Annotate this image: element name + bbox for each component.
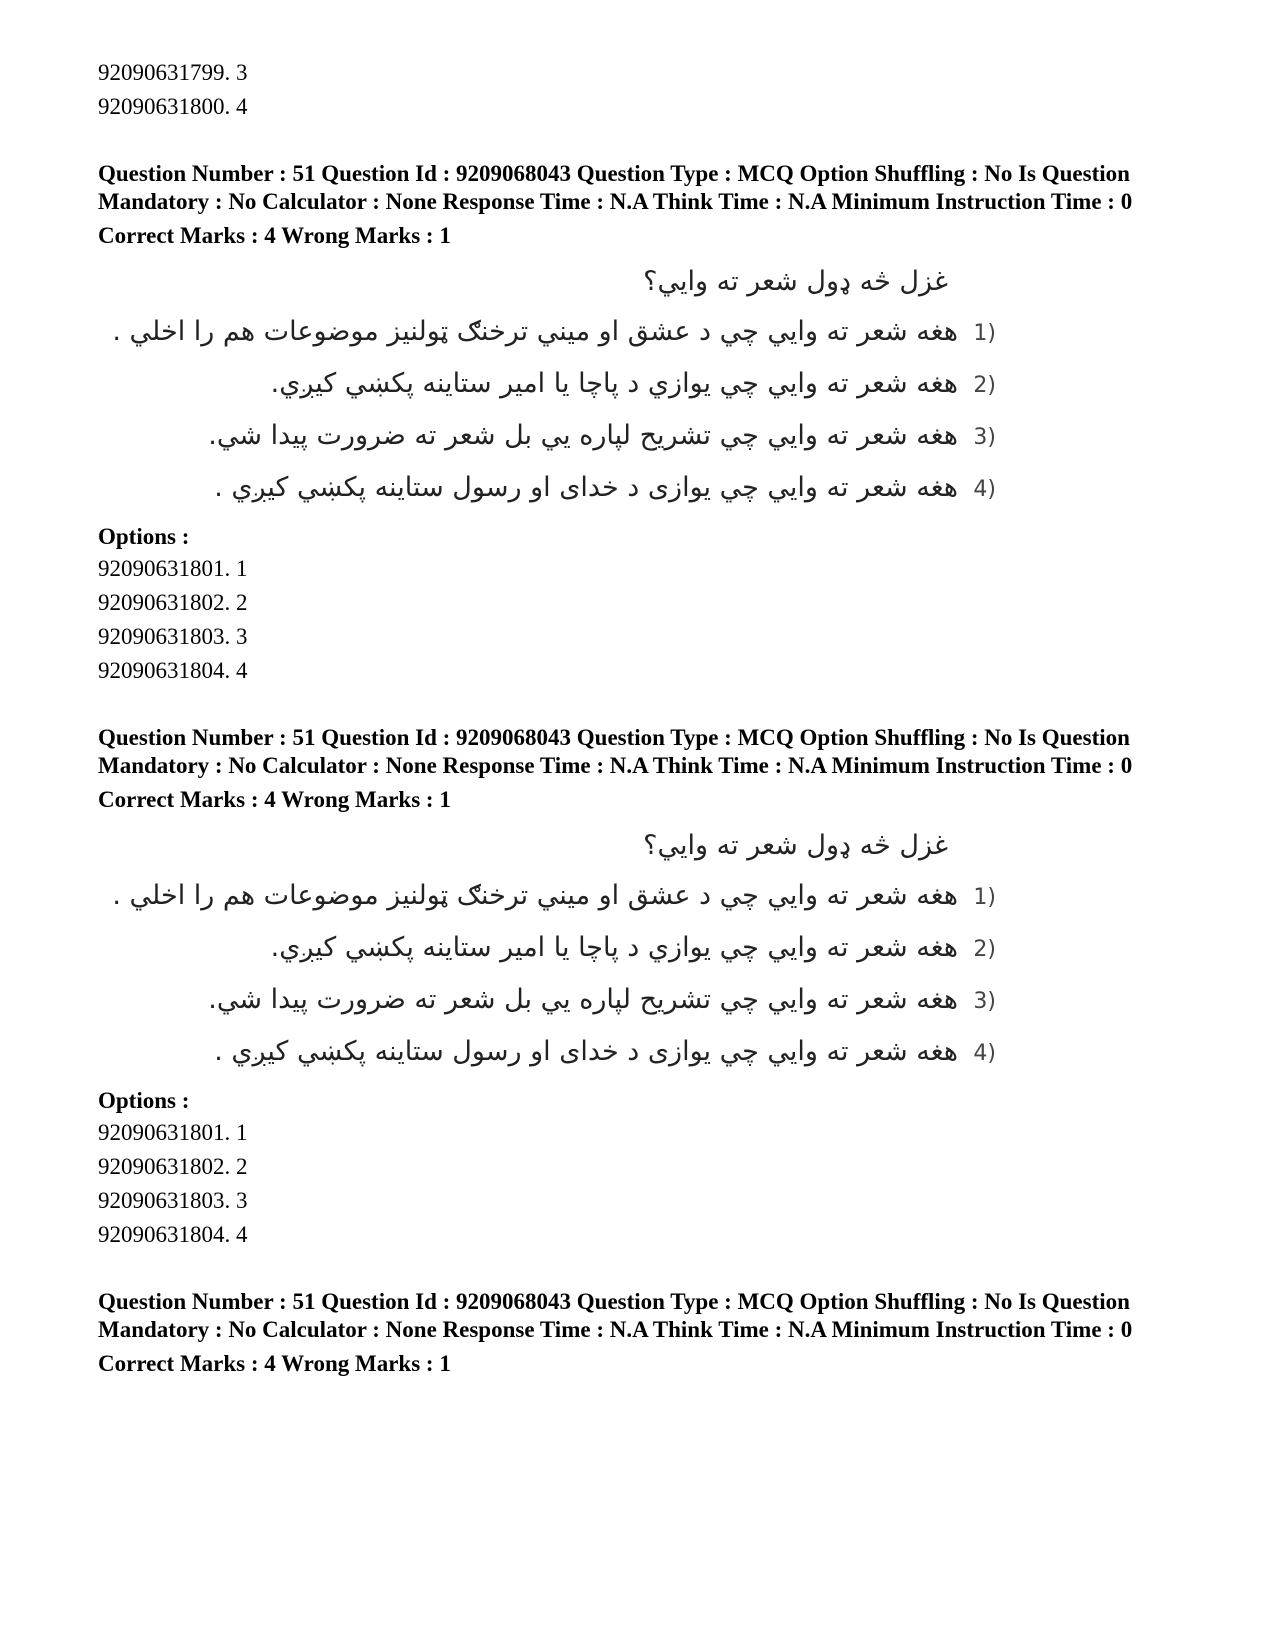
choice-text: هغه شعر ته وايي چي د عشق او ميني ترخنګ ټولنيز موضوعات هم را اخلي . <box>112 316 958 347</box>
choice-text: هغه شعر ته وايي چي يوازی د خدای او رسول ستاينه پکښي کيږي . <box>214 472 958 503</box>
option-line: 92090631801. 1 <box>98 556 248 581</box>
option-line: 92090631799. 3 <box>98 60 248 85</box>
question-header: Question Number : 51 Question Id : 9209068043 Question Type : MCQ Option Shuffling : No Is Question Mandatory : No Calculator : None Response Time : N.A Think Time : N.A Minimum Instruction Time : 0 <box>98 725 1133 778</box>
question-body <box>98 828 1158 1070</box>
choice-text: هغه شعر ته وايي چي يوازي د پاچا يا امير ستاينه پکښي کيږي. <box>270 368 958 399</box>
question-block <box>98 1288 1178 1378</box>
option-line: 92090631800. 4 <box>98 94 248 119</box>
choice-number: 3) <box>973 989 996 1014</box>
question-choice <box>98 1034 1098 1070</box>
choice-number: 1) <box>973 321 996 346</box>
option-line: 92090631801. 1 <box>98 1120 248 1145</box>
choice-number: 4) <box>973 1041 996 1066</box>
question-header: Question Number : 51 Question Id : 9209068043 Question Type : MCQ Option Shuffling : No Is Question Mandatory : No Calculator : None Response Time : N.A Think Time : N.A Minimum Instruction Time : 0 <box>98 161 1133 214</box>
question-header: Question Number : 51 Question Id : 9209068043 Question Type : MCQ Option Shuffling : No Is Question Mandatory : No Calculator : None Response Time : N.A Think Time : N.A Minimum Instruction Time : 0 <box>98 1289 1133 1342</box>
choice-number: 3) <box>973 425 996 450</box>
choice-number: 1) <box>973 885 996 910</box>
question-marks: Correct Marks : 4 Wrong Marks : 1 <box>98 1351 451 1376</box>
question-choice <box>98 878 1098 914</box>
document-page <box>98 56 1178 1378</box>
previous-question-options <box>98 56 1178 124</box>
option-line: 92090631803. 3 <box>98 1188 248 1213</box>
choice-number: 2) <box>973 937 996 962</box>
question-marks: Correct Marks : 4 Wrong Marks : 1 <box>98 787 451 812</box>
question-choice <box>98 418 1098 454</box>
choice-text: هغه شعر ته وايي چي تشريح لپاره يي بل شعر ته ضرورت پيدا شي. <box>208 984 958 1015</box>
choice-text: هغه شعر ته وايي چي تشريح لپاره يي بل شعر ته ضرورت پيدا شي. <box>208 420 958 451</box>
options-label: Options : <box>98 1088 190 1113</box>
choice-text: هغه شعر ته وايي چي يوازي د پاچا يا امير ستاينه پکښي کيږي. <box>270 932 958 963</box>
option-line: 92090631804. 4 <box>98 1222 248 1247</box>
question-block <box>98 724 1178 1252</box>
choice-number: 4) <box>973 477 996 502</box>
question-block <box>98 160 1178 688</box>
option-line: 92090631802. 2 <box>98 1154 248 1179</box>
option-line: 92090631804. 4 <box>98 658 248 683</box>
option-line: 92090631802. 2 <box>98 590 248 615</box>
question-body <box>98 264 1158 506</box>
question-prompt: غزل څه ډول شعر ته وايي؟ <box>643 830 948 861</box>
choice-text: هغه شعر ته وايي چي يوازی د خدای او رسول ستاينه پکښي کيږي . <box>214 1036 958 1067</box>
choice-number: 2) <box>973 373 996 398</box>
option-line: 92090631803. 3 <box>98 624 248 649</box>
question-choice <box>98 930 1098 966</box>
options-label: Options : <box>98 524 190 549</box>
question-choice <box>98 366 1098 402</box>
question-prompt: غزل څه ډول شعر ته وايي؟ <box>643 266 948 297</box>
question-marks: Correct Marks : 4 Wrong Marks : 1 <box>98 223 451 248</box>
choice-text: هغه شعر ته وايي چي د عشق او ميني ترخنګ ټولنيز موضوعات هم را اخلي . <box>112 880 958 911</box>
question-choice <box>98 470 1098 506</box>
question-choice <box>98 982 1098 1018</box>
question-choice <box>98 314 1098 350</box>
